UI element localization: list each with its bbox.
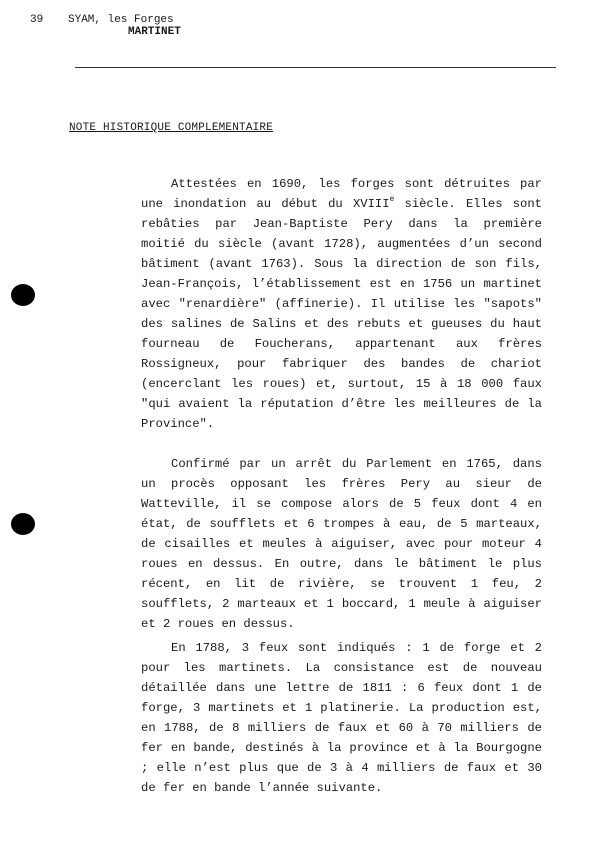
punch-hole-top: [11, 284, 35, 306]
paragraph-3: En 1788, 3 feux sont indiqués : 1 de forge et 2 pour les martinets. La consistance est de nouveau détaillée dans une lettre de 1811 : 6 feux dont 1 de forge, 3 martinets et 1 platinerie. La production est, en 1788, de 8 milliers de faux et 60 à 70 milliers de fer en bande, destinés à la province et à la Bourgogne ; elle n’est plus que de 3 à 4 milliers de faux et 30 de fer en bande l’année suivante.: [141, 641, 542, 795]
punch-hole-bottom: [11, 513, 35, 535]
century-superscript: e: [389, 195, 395, 204]
document-body: [141, 174, 542, 798]
paragraph-1: [141, 174, 542, 434]
section-title: NOTE HISTORIQUE COMPLEMENTAIRE: [69, 122, 274, 134]
header-divider: [75, 67, 556, 68]
header-subtitle: MARTINET: [128, 26, 181, 38]
header-title: SYAM, les Forges: [68, 14, 174, 26]
page-number: 39: [30, 14, 44, 26]
paragraph-2: Confirmé par un arrêt du Parlement en 1765, dans un procès opposant les frères Pery au sieur de Watteville, il se compose alors de 5 feux dont 4 en état, de soufflets et 6 trompes à eau, de 5 marteaux, de cisailles et meules à aiguiser, avec pour moteur 4 roues en dessus. En outre, dans le bâtiment le plus récent, en lit de rivière, se trouvent 1 feu, 2 soufflets, 2 marteaux et 1 boccard, 1 meule à aiguiser et 2 roues en dessus.: [141, 457, 542, 631]
paragraph-1-text-a: Attestées en 1690, les forges sont détruites par une inondation au début du XVIII: [141, 177, 542, 211]
paragraph-1-text-b: siècle. Elles sont rebâties par Jean-Baptiste Pery dans la première moitié du siècle (avant 1728), augmentées d’un second bâtiment (avant 1763). Sous la direction de son fils, Jean-François, l’établissement est en 1756 un martinet avec "renardière" (affinerie). Il utilise les "sapots" des salines de Salins et des rebuts et gueuses du haut fourneau de Foucherans, appartenant aux frères Rossigneux, pour fabriquer des bandes de chariot (encerclant les roues) et, surtout, 15 à 18 000 faux "qui avaient la réputation d’être les meilleures de la Province".: [141, 197, 542, 431]
page-header: [30, 14, 181, 38]
